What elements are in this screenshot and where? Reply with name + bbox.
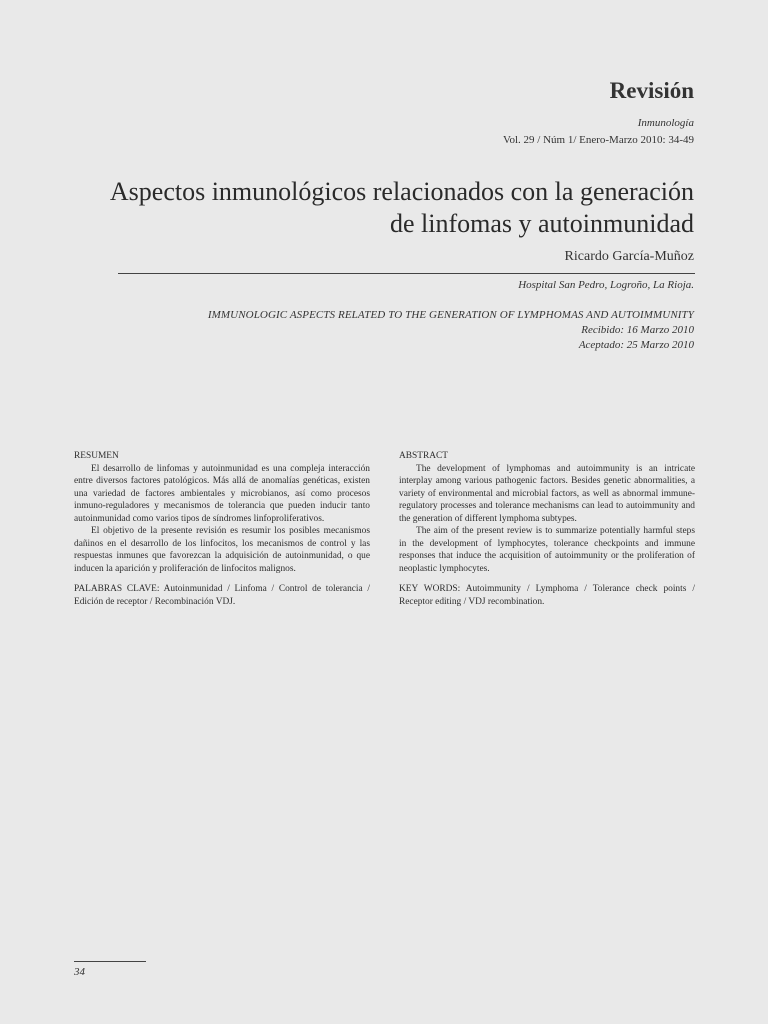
resumen-keywords: PALABRAS CLAVE: Autoinmunidad / Linfoma / Control de tolerancia / Edición de receptor / Recombinación VDJ. [74,584,370,607]
resumen-heading: RESUMEN [74,451,119,461]
article-title-line-1: Aspectos inmunológicos relacionados con la generación [109,177,694,206]
page-number: 34 [74,966,85,978]
journal-name: Inmunología [637,117,694,129]
article-title-line-2: de linfomas y autoinmunidad [389,209,694,238]
abstract-heading: ABSTRACT [399,451,448,461]
english-title-block [208,308,694,353]
english-title: IMMUNOLOGIC ASPECTS RELATED TO THE GENERATION OF LYMPHOMAS AND AUTOIMMUNITY [207,309,694,321]
resumen-column [74,450,370,608]
footer-divider [74,961,146,962]
accepted-date: Aceptado: 25 Marzo 2010 [578,339,694,351]
journal-info [503,115,694,149]
received-date: Recibido: 16 Marzo 2010 [581,324,694,336]
author-name: Ricardo García-Muñoz [564,249,694,264]
title-divider [118,273,695,274]
abstract-paragraph-2: The aim of the present review is to summarize potentially harmful steps in the development of lymphocytes, tolerance checkpoints and immune responses that induce the acquisition of autoimmunity or the proliferation of neoplastic lymphocytes. [399,526,695,574]
article-title [74,176,694,240]
abstract-keywords: KEY WORDS: Autoimmunity / Lymphoma / Tolerance check points / Receptor editing / VDJ recombination. [399,584,695,607]
section-label: Revisión [609,78,694,103]
author-affiliation: Hospital San Pedro, Logroño, La Rioja. [518,279,694,291]
abstract-paragraph-1: The development of lymphomas and autoimmunity is an intricate interplay among various pathogenic factors. Besides genetic abnormalities, a variety of environmental and microbial factors, as well as abnormal immune-regulatory processes and tolerance mechanisms can lead to autoimmunity and the generation of different lymphoma subtypes. [399,463,695,524]
journal-issue: Vol. 29 / Núm 1/ Enero-Marzo 2010: 34-49 [502,134,694,146]
resumen-paragraph-1: El desarrollo de linfomas y autoinmunidad es una compleja interacción entre diversos factores patológicos. Más allá de anomalías genéticas, existen una variedad de factores ambientales y microbianos, así como procesos inmuno-reguladores y mecanismos de tolerancia que pueden inducir tanto autoinmunidad como varios tipos de síndromes linfoproliferativos. [74,463,370,524]
resumen-paragraph-2: El objetivo de la presente revisión es resumir los posibles mecanismos dañinos en el desarrollo de los linfocitos, los mecanismos de control y las respuestas inmunes que favorezcan la adquisición de autoinmunidad, o que inducen la aparición y proliferación de linfocitos malignos. [74,526,370,574]
abstract-column [399,450,695,608]
